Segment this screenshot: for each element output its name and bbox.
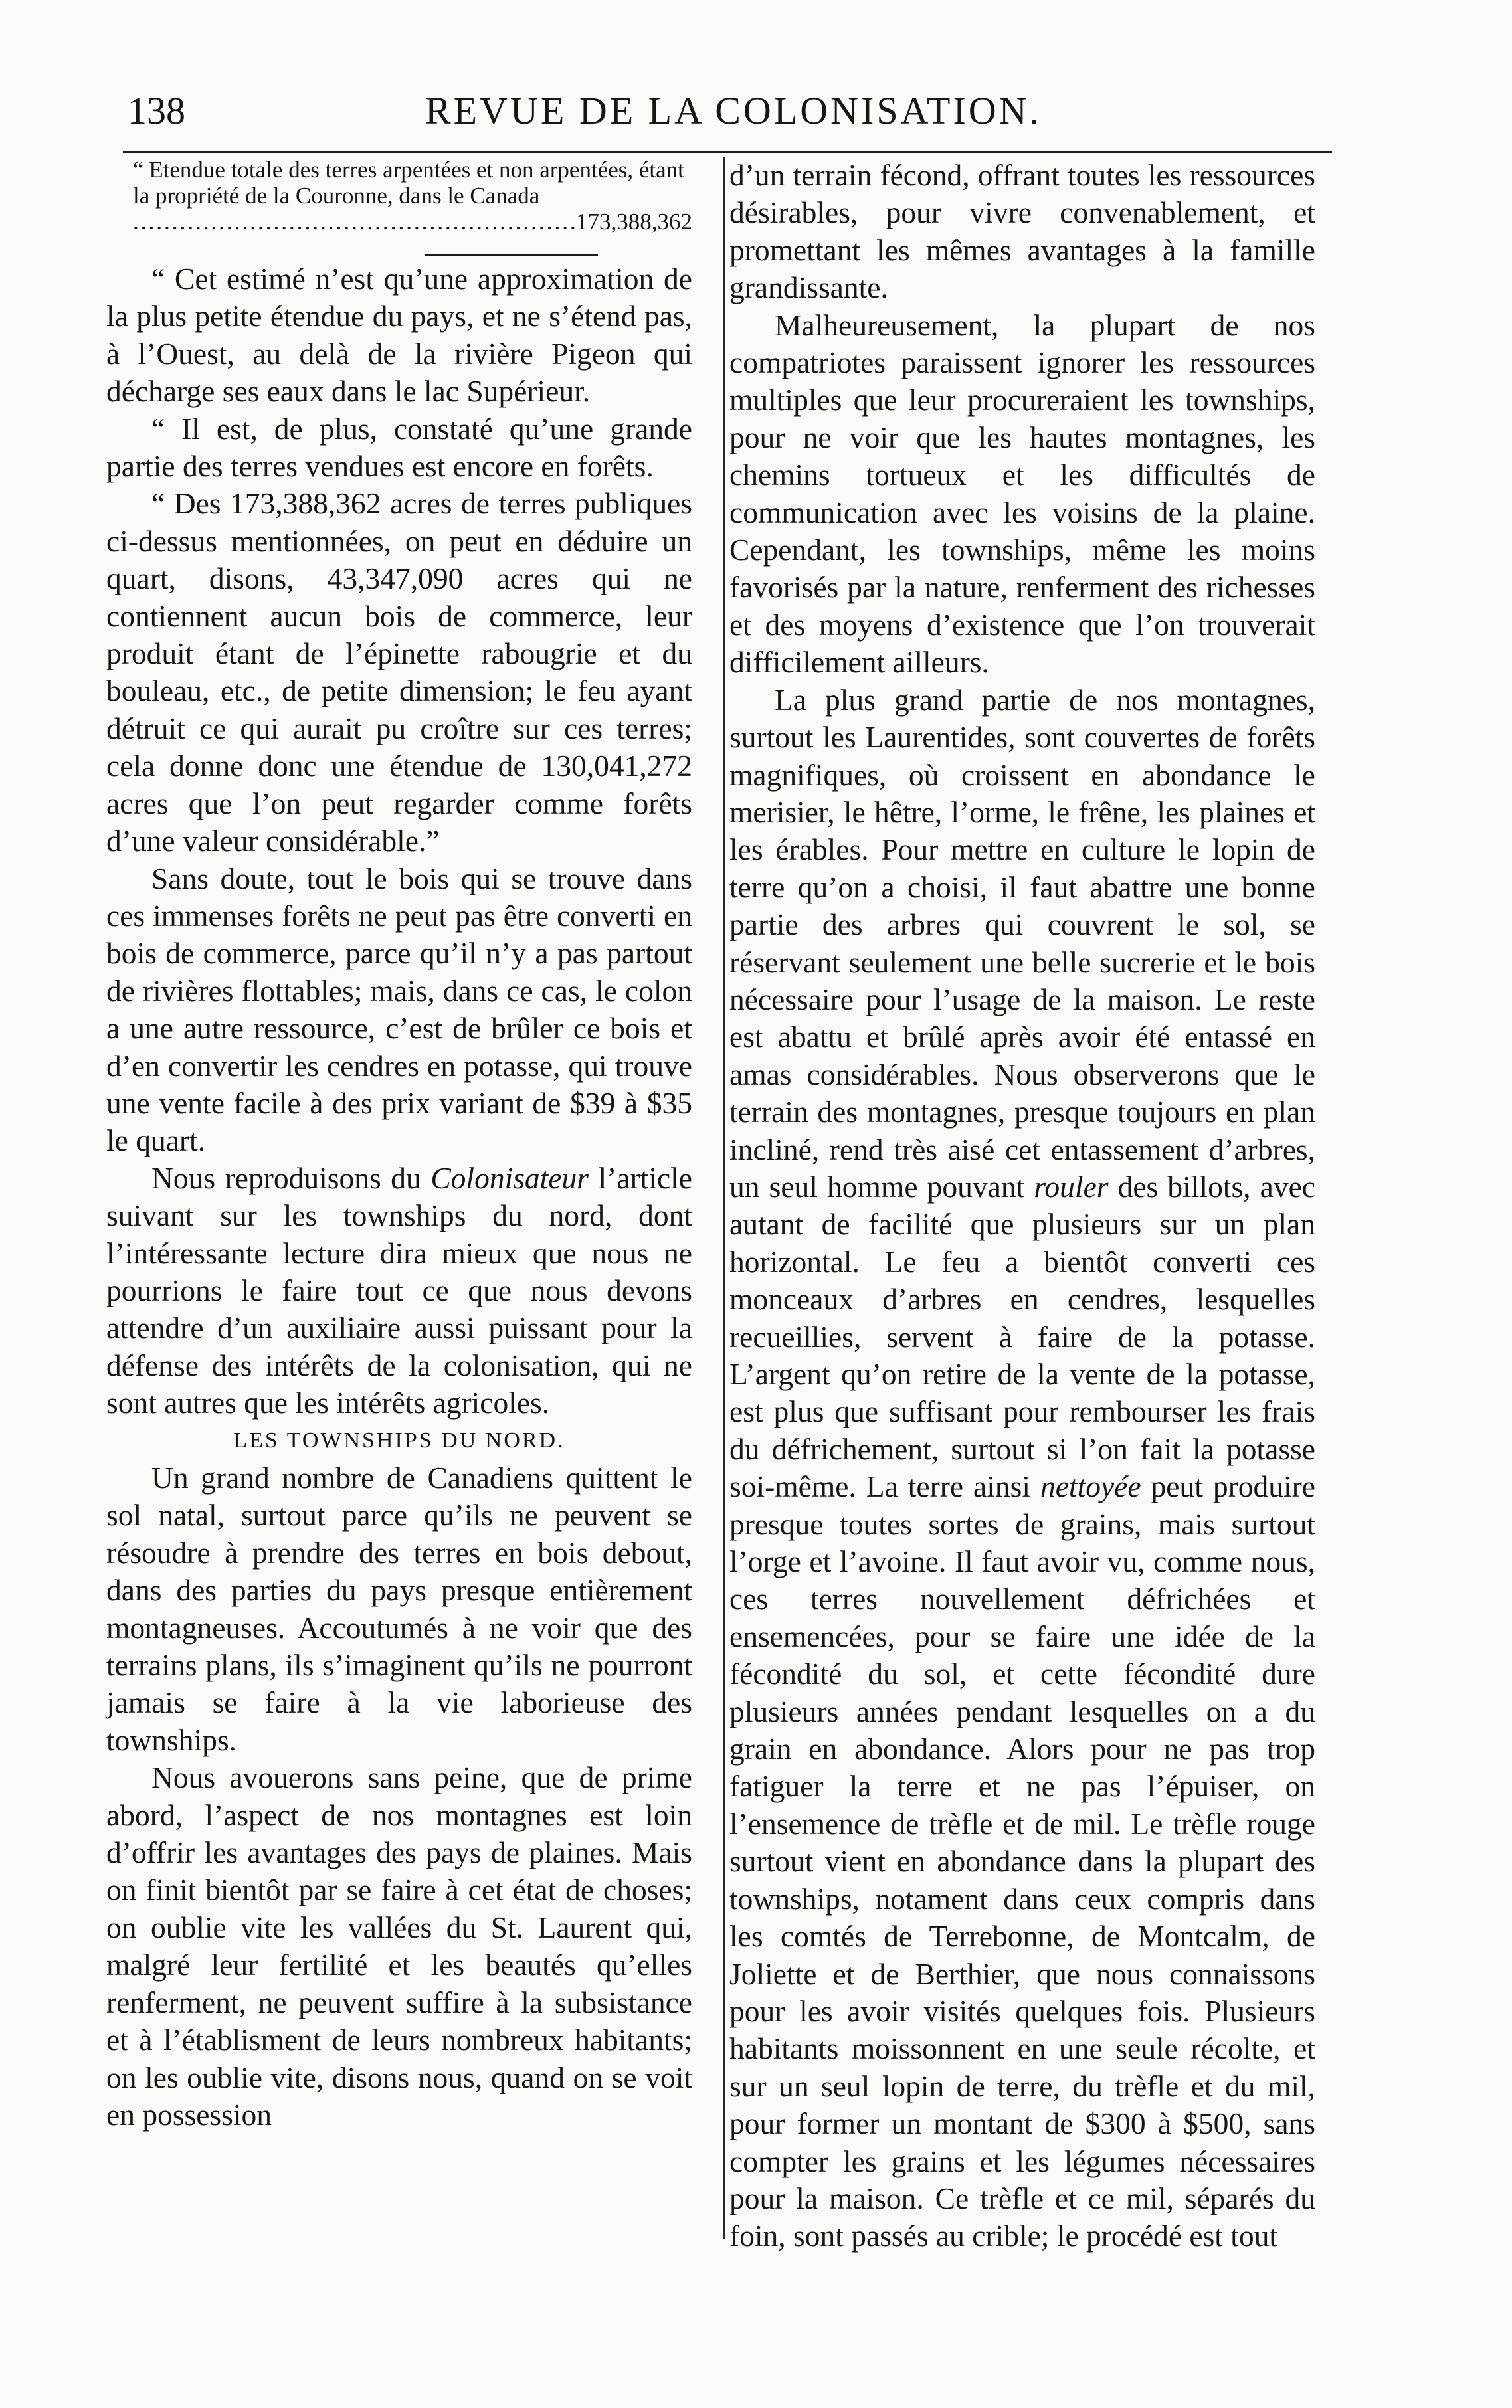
stat-block [106, 157, 692, 234]
paragraph [106, 1160, 692, 1422]
header-rule [123, 151, 1332, 153]
page-number: 138 [128, 89, 185, 132]
stat-label: “ Etendue totale des terres arpentées et non arpentées, étant la propriété de la Couronne, dans le Canada [133, 157, 684, 209]
section-heading: LES TOWNSHIPS DU NORD. [233, 1428, 565, 1453]
right-column [729, 157, 1315, 2255]
italic-word: nettoyée [1040, 1469, 1141, 1504]
text-run: Nous reproduisons du [151, 1160, 431, 1195]
paragraph: “ Cet estimé n’est qu’une approximation de la plus petite étendue du pays, et ne s’étend pas, à l’Ouest, au delà de la rivière Pigeon qui décharge ses eaux dans le lac Supérieur. [106, 262, 692, 409]
paragraph: Sans doute, tout le bois qui se trouve dans ces immenses forêts ne peut pas être converti en bois de commerce, parce qu’il n’y a pas partout de rivières flottables; mais, dans ce cas, le colon a une autre ressource, c’est de brûler ce bois et d’en convertir les cendres en potasse, qui trouve une vente facile à des prix variant de $39 à $35 le quart. [106, 861, 692, 1158]
italic-word: rouler [1034, 1169, 1109, 1204]
paragraph: “ Des 173,388,362 acres de terres publiques ci-dessus mentionnées, on peut en déduire un quart, disons, 43,347,090 acres qui ne contiennent aucun bois de commerce, leur produit étant de l’épinette rabougrie et du bouleau, etc., de petite dimension; le feu ayant détruit ce qui aurait pu croître sur ces terres; cela donne donc une étendue de 130,041,272 acres que l’on peut regarder comme forêts d’une valeur considérable.” [106, 486, 692, 858]
paragraph: Malheureusement, la plupart de nos compatriotes paraissent ignorer les ressources multiples que leur procureraient les townships, pour ne voir que les hautes montagnes, les chemins tortueux et les difficultés de communication avec les voisins de la plaine. Cependant, les townships, même les moins favorisés par la nature, renferment des richesses et des moyens d’existence que l’on trouverait difficilement ailleurs. [729, 308, 1315, 680]
short-rule [425, 254, 598, 256]
text-run: des billots, avec autant de facilité que plusieurs sur un plan horizontal. Le feu a bientôt converti ces monceaux d’arbres en cendres, lesquelles recueillies, servent à faire de la potasse. L’argent qu’on retire de la vente de la potasse, est plus que suffisant pour rembourser les frais du défrichement, surtout si l’on fait la potasse soi-même. La terre ainsi [729, 1169, 1316, 1504]
column-divider [723, 157, 725, 2239]
left-column [106, 157, 692, 2134]
paragraph [729, 682, 1315, 2255]
text-run: La plus grand partie de nos montagnes, surtout les Laurentides, sont couvertes de forêts magnifiques, où croissent en abondance le merisier, le hêtre, l’orme, le frêne, les plaines et les érables. Pour mettre en culture le lopin de terre qu’on a choisi, il faut abattre une bonne partie des arbres qui couvrent le sol, se réservant seulement une belle sucrerie et le bois nécessaire pour l’usage de la maison. Le reste est abattu et brûlé après avoir été entassé en amas considérables. Nous observerons que le terrain des montagnes, presque toujours en plan incliné, rend très aisé cet entassement d’arbres, un seul homme pouvant [729, 682, 1315, 1204]
text-run: l’article suivant sur les townships du nord, dont l’intéressante lecture dira mieux que nous ne pourrions le faire tout ce que nous devons attendre d’un auxiliaire aussi puissant pour la défense des intérêts de la colonisation, qui ne sont autres que les intérêts agricoles. [106, 1160, 692, 1420]
paragraph: Nous avouerons sans peine, que de prime abord, l’aspect de nos montagnes est loin d’offrir les avantages des pays de plaines. Mais on finit bientôt par se faire à cet état de choses; on oublie vite les vallées du St. Laurent qui, malgré leur fertilité et les beautés qu’elles renferment, ne peuvent suffire à la subsistance et à l’établisment de leurs nombreux habitants; on les oublie vite, disons nous, quand on se voit en possession [106, 1760, 692, 2132]
paragraph: Un grand nombre de Canadiens quittent le sol natal, surtout parce qu’ils ne peuvent se résoudre à prendre des terres en bois debout, dans des parties du pays presque entièrement montagneuses. Accoutumés à ne voir que des terrains plans, ils s’imaginent qu’ils ne pourront jamais se faire à la vie laborieuse des townships. [106, 1461, 692, 1757]
paragraph: “ Il est, de plus, constaté qu’une grande partie des terres vendues est encore en forêts. [106, 411, 692, 484]
running-title: REVUE DE LA COLONISATION. [425, 89, 1042, 132]
stat-row [133, 209, 692, 234]
italic-title: Colonisateur [430, 1160, 589, 1195]
text-run: peut produire presque toutes sortes de grains, mais surtout l’orge et l’avoine. Il faut avoir vu, comme nous, ces terres nouvellement défrichées et ensemencées, pour se faire une idée de la fécondité du sol, et cette fécondité dure plusieurs années pendant lesquelles on a du grain en abondance. Alors pour ne pas trop fatiguer la terre et ne pas l’épuiser, on l’ensemence de trèfle et de mil. Le trèfle rouge surtout vient en abondance dans la plupart des townships, notament dans ceux compris dans les comtés de Terrebonne, de Montcalm, de Joliette et de Berthier, que nous connaissons pour les avoir visités quelques fois. Plusieurs habitants moissonnent en une seule récolte, et sur un seul lopin de terre, du trèfle et du mil, pour former un montant de $300 à $500, sans compter les grains et les légumes nécessaires pour la maison. Ce trèfle et ce mil, séparés du foin, sont passés au crible; le procédé est tout [729, 1469, 1315, 2253]
stat-value: 173,388,362 [576, 209, 692, 234]
paragraph: d’un terrain fécond, offrant toutes les ressources désirables, pour vivre convenablement, et promettant les mêmes avantages à la famille grandissante. [729, 158, 1315, 305]
stat-leader-dots [133, 209, 576, 234]
